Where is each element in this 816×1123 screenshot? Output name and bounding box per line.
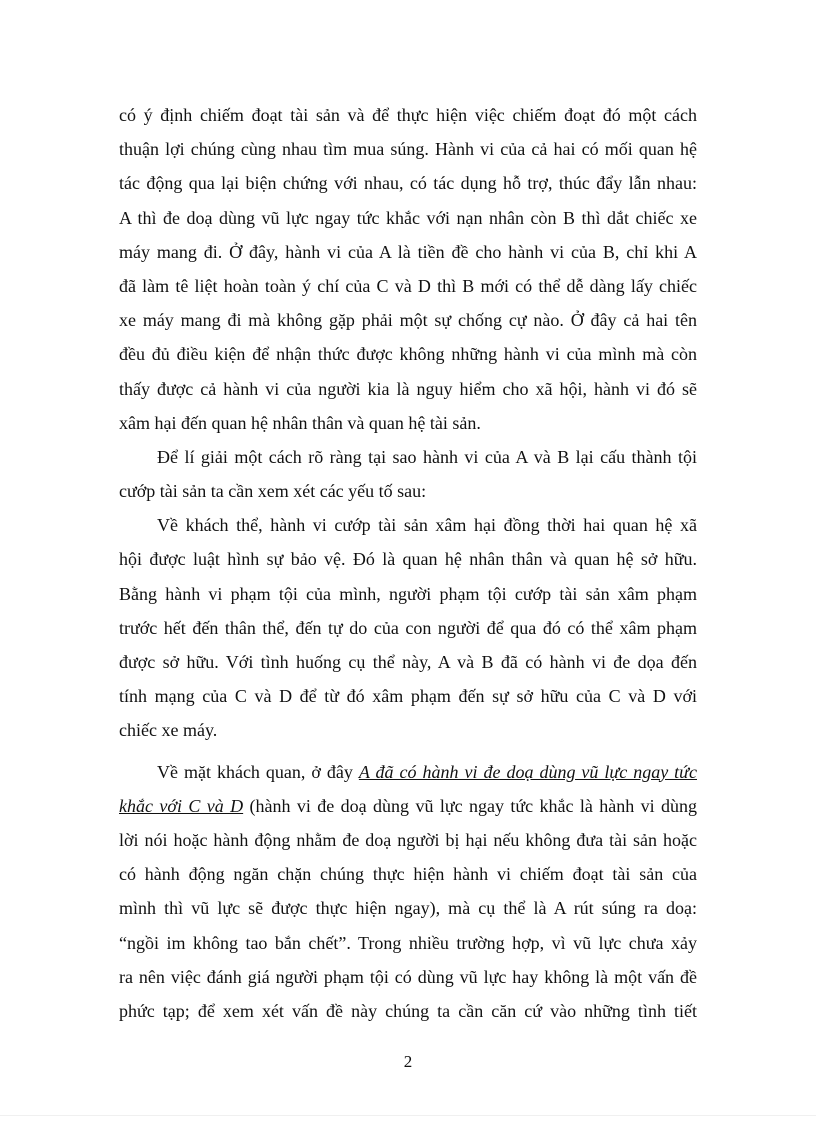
document-body (119, 98, 697, 1028)
line-prefix: Về mặt khách quan, ở đây (157, 761, 359, 782)
text-line: cướp tài sản ta cần xem xét các yếu tố sau: (119, 481, 427, 502)
text-line: Về khách thể, hành vi cướp tài sản xâm hại đồng thời hai quan hệ xã (157, 515, 697, 536)
text-line: Để lí giải một cách rõ ràng tại sao hành vi của A và B lại cấu thành tội (157, 446, 697, 467)
page-number: 2 (403, 1052, 413, 1071)
text-line: Bằng hành vi phạm tội của mình, người phạm tội cướp tài sản xâm phạm (119, 583, 697, 604)
text-line: xâm hại đến quan hệ nhân thân và quan hệ tài sản. (119, 412, 481, 433)
text-line: máy mang đi. Ở đây, hành vi của A là tiền đề cho hành vi của B, chỉ khi A (119, 241, 697, 262)
paragraph (119, 440, 697, 508)
text-line: chiếc xe máy. (119, 720, 218, 741)
text-line: trước hết đến thân thể, đến tự do của con người để qua đó có thể xâm phạm (119, 617, 697, 638)
text-line (119, 789, 697, 823)
text-line: phức tạp; để xem xét vấn đề này chúng ta cần căn cứ vào những tình tiết (119, 1000, 697, 1021)
text-line: đã làm tê liệt hoàn toàn ý chí của C và D thì B mới có thể dễ dàng lấy chiếc (119, 275, 697, 296)
text-line: có ý định chiếm đoạt tài sản và để thực hiện việc chiếm đoạt đó một cách (119, 105, 697, 125)
text-line: “ngồi im không tao bắn chết”. Trong nhiều trường hợp, vì vũ lực chưa xảy (119, 932, 697, 953)
text-line: thấy được cả hành vi của người kia là nguy hiểm cho xã hội, hành vi đó sẽ (119, 378, 697, 399)
text-line: đều đủ điều kiện để nhận thức được không những hành vi của mình mà còn (119, 344, 697, 365)
text-line: hội được luật hình sự bảo vệ. Đó là quan hệ nhân thân và quan hệ sở hữu. (119, 549, 697, 570)
paragraph (119, 508, 697, 747)
page-bottom-edge (0, 1115, 816, 1116)
text-line: xe máy mang đi mà không gặp phải một sự chống cự nào. Ở đây cả hai tên (119, 310, 697, 331)
text-line: có hành động ngăn chặn chúng thực hiện hành vi chiếm đoạt tài sản của (119, 864, 697, 885)
text-line: tính mạng của C và D để từ đó xâm phạm đến sự sở hữu của C và D với (119, 686, 697, 707)
text-line: tác động qua lại biện chứng với nhau, có tác dụng hỗ trợ, thúc đẩy lẫn nhau: (119, 173, 697, 194)
text-line (119, 755, 697, 789)
text-line: được sở hữu. Với tình huống cụ thể này, A và B đã có hành vi đe dọa đến (119, 652, 697, 672)
text-line: thuận lợi chúng cùng nhau tìm mua súng. Hành vi của cả hai có mối quan hệ (119, 139, 697, 160)
emphasized-text: A đã có hành vi đe doạ dùng vũ lực ngay tức (358, 761, 697, 782)
text-line: ra nên việc đánh giá người phạm tội có dùng vũ lực hay không là một vấn đề (119, 966, 697, 987)
paragraph (119, 98, 697, 440)
emphasized-text: khắc với C và D (119, 795, 244, 816)
text-line: A thì đe doạ dùng vũ lực ngay tức khắc với nạn nhân còn B thì dắt chiếc xe (119, 207, 697, 228)
text-line: lời nói hoặc hành động nhằm đe doạ người bị hại nếu không đưa tài sản hoặc (119, 829, 697, 850)
text-line: mình thì vũ lực sẽ được thực hiện ngay), mà cụ thể là A rút súng ra doạ: (119, 898, 697, 919)
line-suffix: (hành vi đe doạ dùng vũ lực ngay tức khắc là hành vi dùng (243, 795, 697, 816)
paragraph (119, 755, 697, 1029)
